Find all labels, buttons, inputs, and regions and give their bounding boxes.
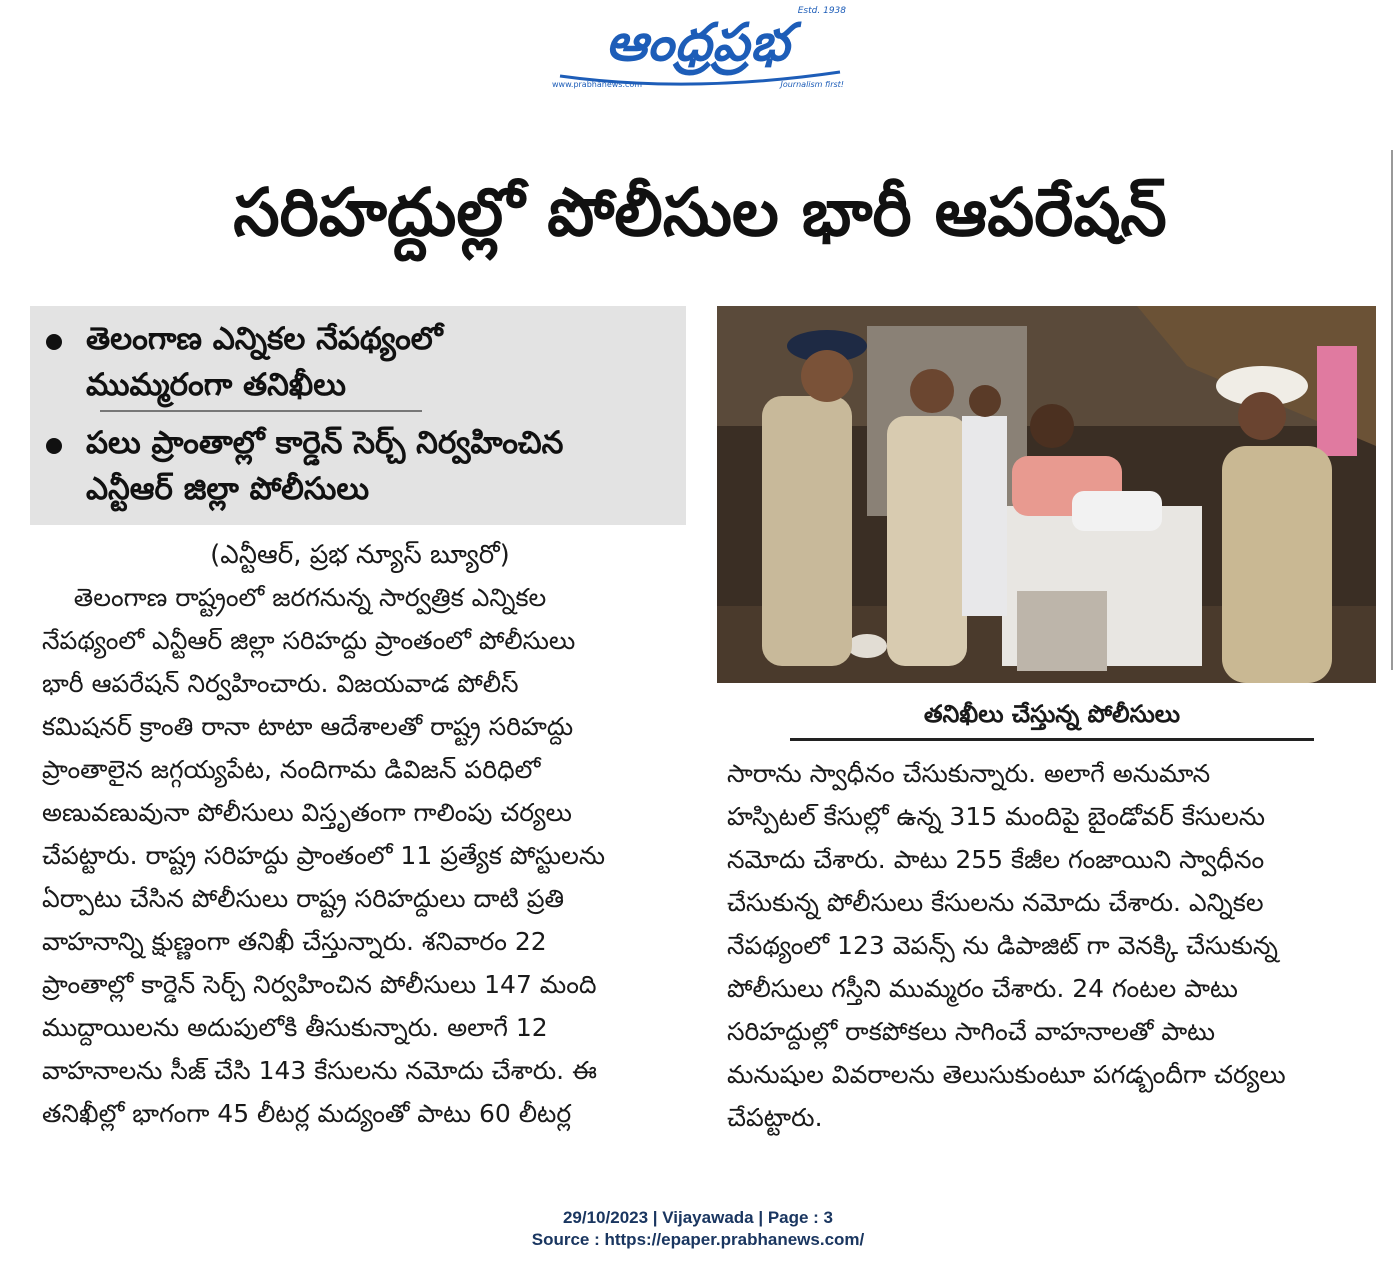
masthead-logo: [540, 6, 850, 92]
article-line: ప్రాంతాలైన జగ్గయ్యపేట, నందిగామ డివిజన్ పరిధిలో: [42, 755, 541, 784]
highlight-divider: [100, 410, 422, 412]
bullet-icon: [46, 334, 62, 350]
tagline: Journalism first!: [780, 80, 844, 89]
article-line: నమోదు చేశారు. పాటు 255 కేజీల గంజాయిని స్వాధీనం: [727, 845, 1265, 874]
article-line: సరిహద్దుల్లో రాకపోకలు సాగించే వాహనాలతో పాటు: [727, 1017, 1216, 1046]
article-line: మనుషుల వివరాలను తెలుసుకుంటూ పగడ్బందీగా చర్యలు: [727, 1060, 1286, 1089]
article-column-right: [727, 752, 1367, 1139]
page-edge-rule: [1391, 150, 1393, 670]
article-line: తనిఖీల్లో భాగంగా 45 లీటర్ల మద్యంతో పాటు 60 లీటర్ల: [42, 1099, 572, 1128]
bullet-icon: [46, 438, 62, 454]
highlight-line: పలు ప్రాంతాల్లో కార్డెన్ సెర్చ్ నిర్వహించిన: [86, 425, 564, 461]
article-line: చేపట్టారు. రాష్ట్ర సరిహద్దు ప్రాంతంలో 11 ప్రత్యేక పోస్టులను: [42, 841, 606, 870]
headline: సరిహద్దుల్లో పోలీసుల భారీ ఆపరేషన్: [233, 174, 1167, 251]
byline: (ఎన్టీఆర్, ప్రభ న్యూస్ బ్యూరో): [210, 540, 510, 570]
caption-rule: [790, 738, 1314, 741]
article-line: తెలంగాణ రాష్ట్రంలో జరగనున్న సార్వత్రిక ఎన్నికల: [42, 583, 547, 612]
article-line: చేసుకున్న పోలీసులు కేసులను నమోదు చేశారు. ఎన్నికల: [727, 888, 1264, 917]
article-column-left: [42, 576, 684, 1135]
article-line: ప్రాంతాల్లో కార్డెన్ సెర్చ్ నిర్వహించిన పోలీసులు 147 మంది: [42, 970, 597, 999]
article-line: అణువణువునా పోలీసులు విస్తృతంగా గాలింపు చర్యలు: [42, 798, 572, 827]
article-line: కమిషనర్ క్రాంతి రానా టాటా ఆదేశాలతో రాష్ట్ర సరిహద్దు: [42, 712, 574, 741]
article-line: సారాను స్వాధీనం చేసుకున్నారు. అలాగే అనుమాన: [727, 759, 1211, 788]
highlights-box: [30, 306, 686, 525]
photo-caption: తనిఖీలు చేస్తున్న పోలీసులు: [923, 700, 1181, 728]
website-label: www.prabhanews.com: [552, 80, 643, 89]
highlight-line: తెలంగాణ ఎన్నికల నేపథ్యంలో: [86, 321, 443, 357]
police-inspection-photo-image: [717, 306, 1376, 683]
highlight-item: [46, 420, 666, 512]
established-year: Estd. 1938: [797, 6, 846, 16]
highlight-line: ఎన్టీఆర్ జిల్లా పోలీసులు: [86, 471, 370, 507]
article-line: చేపట్టారు.: [727, 1103, 823, 1132]
footer-source-link[interactable]: Source : https://epaper.prabhanews.com/: [531, 1230, 865, 1249]
highlight-item: [46, 316, 666, 408]
article-line: నేపథ్యంలో ఎన్టీఆర్ జిల్లా సరిహద్దు ప్రాంతంలో పోలీసులు: [42, 626, 576, 655]
article-line: ఏర్పాటు చేసిన పోలీసులు రాష్ట్ర సరిహద్దులు దాటి ప్రతి: [42, 884, 565, 913]
footer-date-edition: 29/10/2023 | Vijayawada | Page : 3: [562, 1208, 834, 1227]
article-line: పోలీసులు గస్తీని ముమ్మరం చేశారు. 24 గంటల పాటు: [727, 974, 1238, 1003]
logo-wordmark: ఆంధ్రప్రభ: [605, 13, 791, 73]
article-line: హస్పిటల్ కేసుల్లో ఉన్న 315 మందిపై బైండోవర్ కేసులను: [727, 802, 1265, 831]
article-line: నేపథ్యంలో 123 వెపన్స్ ను డిపాజిట్ గా వెనక్కి చేసుకున్న: [727, 931, 1278, 960]
article-line: ముద్దాయిలను అదుపులోకి తీసుకున్నారు. అలాగే 12: [42, 1013, 548, 1042]
highlight-line: ముమ్మరంగా తనిఖీలు: [86, 367, 346, 403]
article-line: భారీ ఆపరేషన్ నిర్వహించారు. విజయవాడ పోలీస్: [42, 669, 519, 698]
article-line: వాహనాన్ని క్షుణ్ణంగా తనిఖీ చేస్తున్నారు. శనివారం 22: [42, 927, 547, 956]
news-photo: [717, 306, 1376, 683]
article-line: వాహనాలను సీజ్ చేసి 143 కేసులను నమోదు చేశారు. ఈ: [42, 1056, 597, 1085]
